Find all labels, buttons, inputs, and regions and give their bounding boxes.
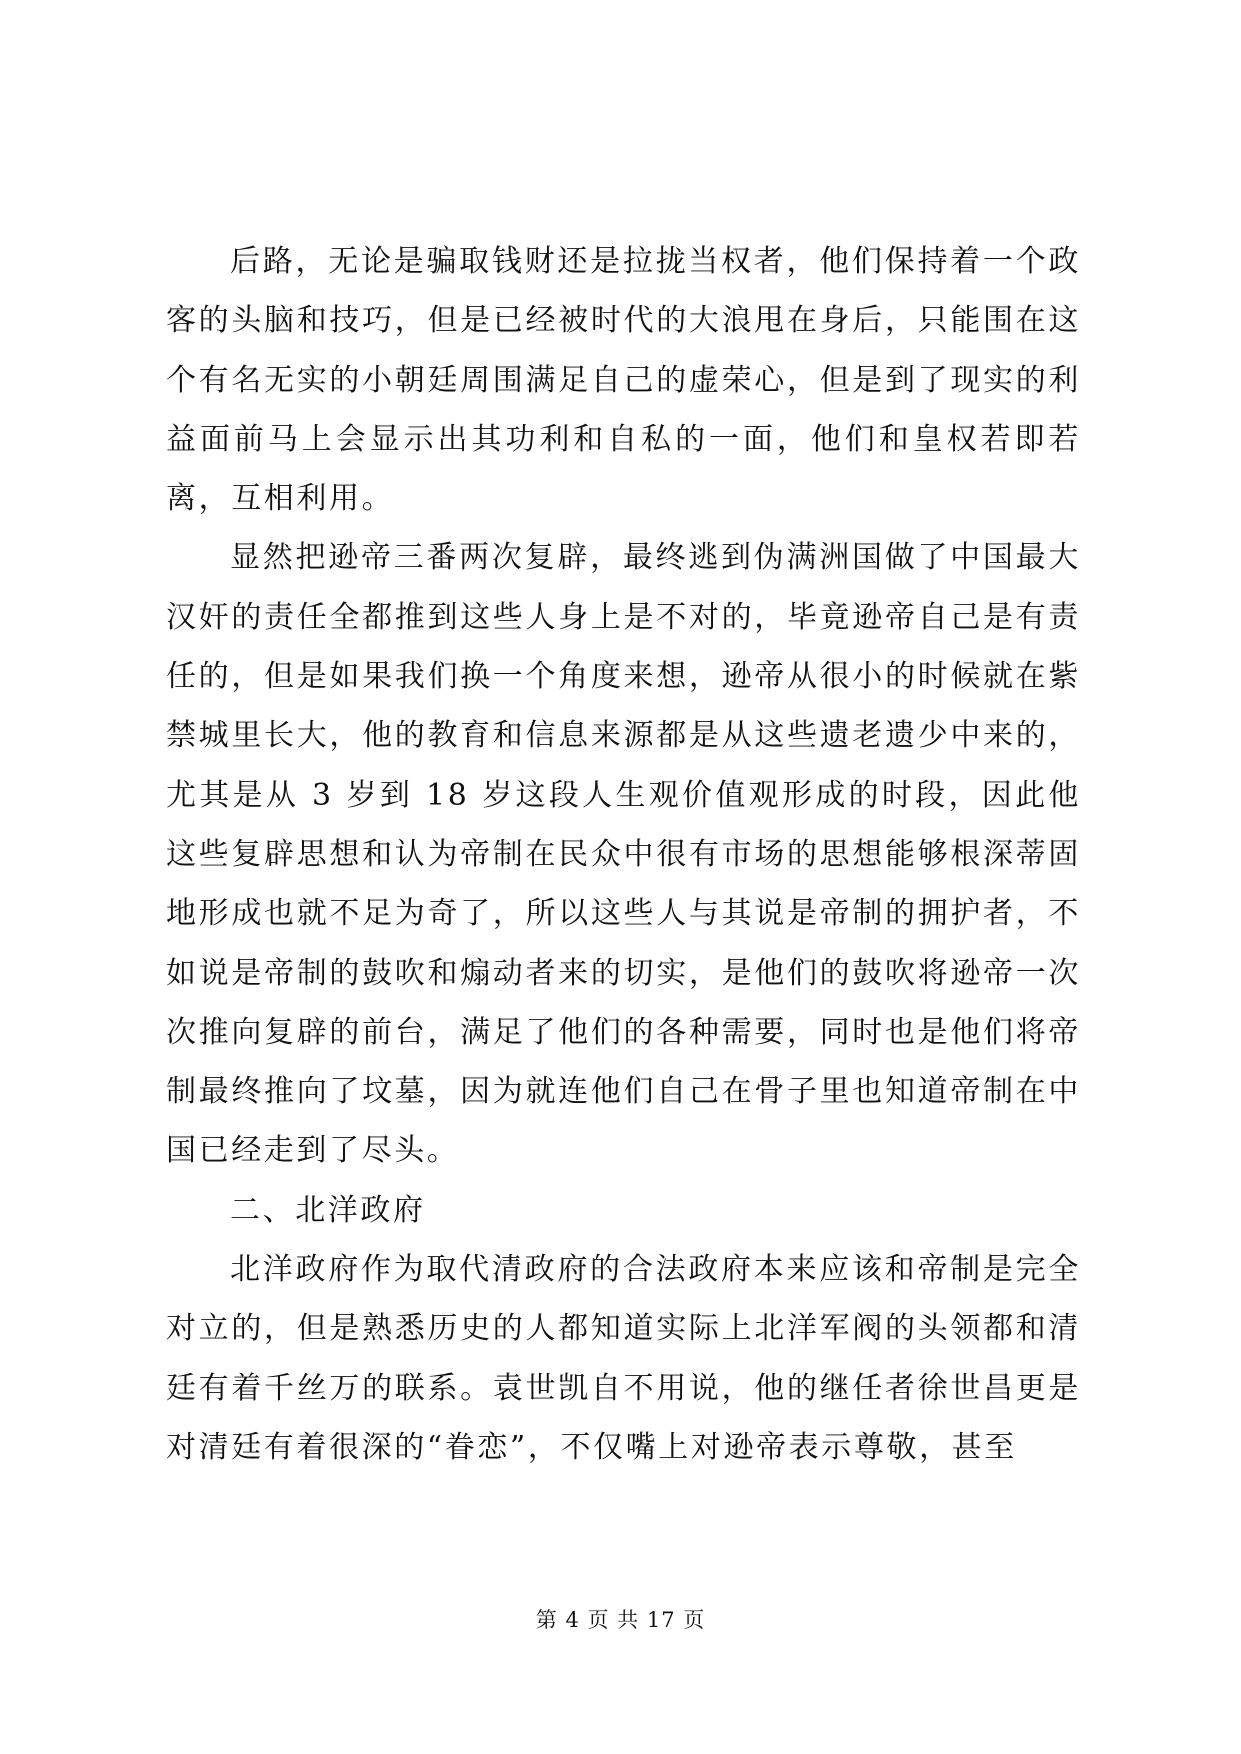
paragraph: 北洋政府作为取代清政府的合法政府本来应该和帝制是完全对立的，但是熟悉历史的人都知道实际上北洋军阀的头领都和清廷有着千丝万的联系。袁世凯自不用说，他的继任者徐世昌更是对清廷有着很深的“眷恋”，不仅嘴上对逊帝表示尊敬，甚至 bbox=[166, 1252, 1081, 1465]
section-heading: 二、北洋政府 bbox=[230, 1192, 426, 1228]
page-footer: 第 4 页 共 17 页 bbox=[535, 1608, 706, 1632]
paragraph: 显然把逊帝三番两次复辟，最终逃到伪满洲国做了中国最大汉奸的责任全都推到这些人身上是不对的，毕竟逊帝自己是有责任的，但是如果我们换一个角度来想，逊帝从很小的时候就在紫禁城里长大，他的教育和信息来源都是从这些遗老遗少中来的，尤其是从 3 岁到 18 岁这段人生观价值观形成的时段，因此他这些复辟思想和认为帝制在民众中很有市场的思想能够根深蒂固地形成也就不足为奇了，所以这些人与其说是帝制的拥护者，不如说是帝制的鼓吹和煽动者来的切实，是他们的鼓吹将逊帝一次次推向复辟的前台，满足了他们的各种需要，同时也是他们将帝制最终推向了坟墓，因为就连他们自己在骨子里也知道帝制在中国已经走到了尽头。 bbox=[166, 540, 1081, 1169]
paragraph: 后路，无论是骗取钱财还是拉拢当权者，他们保持着一个政客的头脑和技巧，但是已经被时代的大浪甩在身后，只能围在这个有名无实的小朝廷周围满足自己的虚荣心，但是到了现实的利益面前马上会显示出其功利和自私的一面，他们和皇权若即若离，互相利用。 bbox=[166, 244, 1081, 517]
document-body bbox=[166, 232, 1081, 1477]
